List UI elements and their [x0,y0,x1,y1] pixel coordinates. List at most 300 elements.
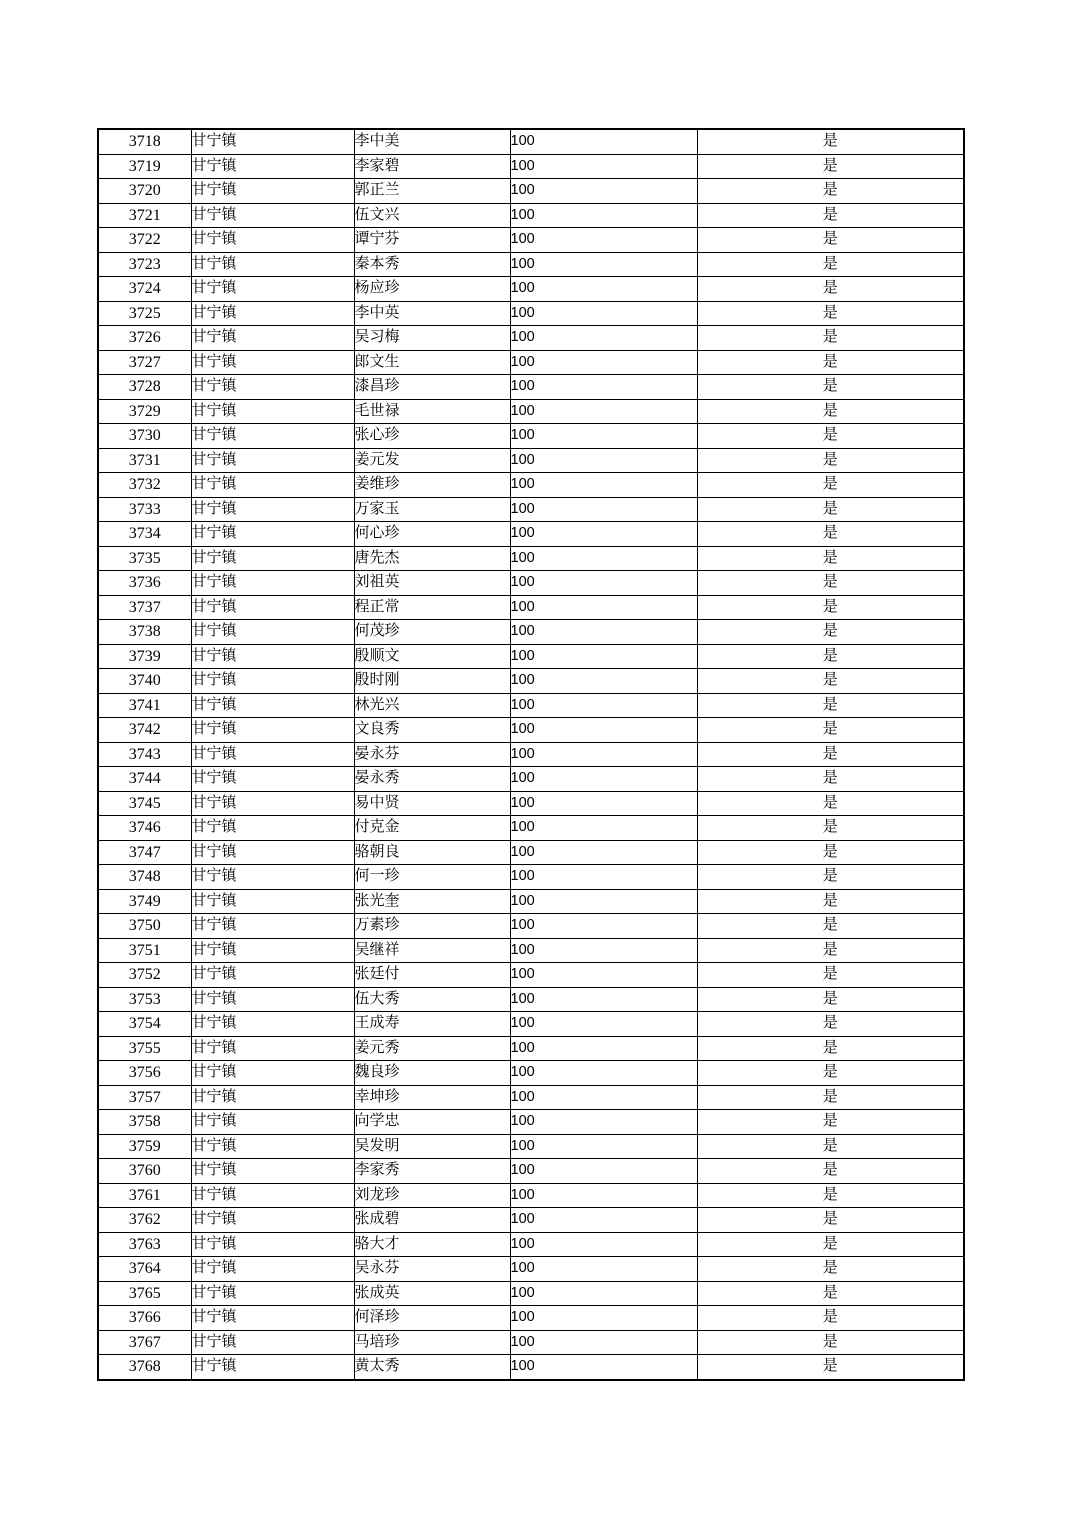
cell-id: 3725 [98,301,191,326]
cell-flag: 是 [697,865,964,890]
cell-name: 文良秀 [354,718,510,743]
cell-flag: 是 [697,1281,964,1306]
cell-score: 100 [510,1281,697,1306]
cell-id: 3720 [98,179,191,204]
cell-flag: 是 [697,742,964,767]
table-row [98,497,964,522]
cell-score: 100 [510,522,697,547]
cell-score: 100 [510,865,697,890]
cell-town: 甘宁镇 [191,546,354,571]
cell-town: 甘宁镇 [191,742,354,767]
cell-flag: 是 [697,718,964,743]
cell-flag: 是 [697,1257,964,1282]
table-row [98,252,964,277]
table-row [98,644,964,669]
cell-town: 甘宁镇 [191,1281,354,1306]
cell-town: 甘宁镇 [191,399,354,424]
cell-town: 甘宁镇 [191,571,354,596]
cell-score: 100 [510,620,697,645]
cell-name: 李家秀 [354,1159,510,1184]
cell-name: 何一珍 [354,865,510,890]
table-row [98,1036,964,1061]
cell-name: 吴永芬 [354,1257,510,1282]
table-row [98,840,964,865]
cell-flag: 是 [697,326,964,351]
cell-score: 100 [510,203,697,228]
cell-town: 甘宁镇 [191,1110,354,1135]
cell-name: 向学忠 [354,1110,510,1135]
cell-town: 甘宁镇 [191,791,354,816]
cell-flag: 是 [697,1306,964,1331]
cell-name: 殷时刚 [354,669,510,694]
cell-score: 100 [510,326,697,351]
cell-town: 甘宁镇 [191,693,354,718]
cell-flag: 是 [697,1183,964,1208]
cell-name: 万家玉 [354,497,510,522]
cell-town: 甘宁镇 [191,424,354,449]
table-row [98,375,964,400]
cell-town: 甘宁镇 [191,816,354,841]
cell-id: 3722 [98,228,191,253]
cell-id: 3748 [98,865,191,890]
cell-id: 3736 [98,571,191,596]
cell-score: 100 [510,595,697,620]
cell-score: 100 [510,718,697,743]
cell-town: 甘宁镇 [191,1061,354,1086]
table-row [98,277,964,302]
cell-id: 3765 [98,1281,191,1306]
cell-town: 甘宁镇 [191,350,354,375]
cell-name: 李中英 [354,301,510,326]
table-row [98,1183,964,1208]
cell-id: 3755 [98,1036,191,1061]
cell-id: 3738 [98,620,191,645]
table-row [98,203,964,228]
cell-name: 何茂珍 [354,620,510,645]
cell-score: 100 [510,448,697,473]
cell-town: 甘宁镇 [191,1134,354,1159]
cell-town: 甘宁镇 [191,620,354,645]
cell-flag: 是 [697,301,964,326]
cell-flag: 是 [697,767,964,792]
table-row [98,228,964,253]
cell-town: 甘宁镇 [191,1306,354,1331]
table-row [98,718,964,743]
cell-id: 3751 [98,938,191,963]
cell-name: 姜维珍 [354,473,510,498]
cell-id: 3767 [98,1330,191,1355]
cell-score: 100 [510,399,697,424]
cell-flag: 是 [697,497,964,522]
table-row [98,987,964,1012]
cell-score: 100 [510,1110,697,1135]
table-row [98,889,964,914]
cell-id: 3750 [98,914,191,939]
cell-id: 3753 [98,987,191,1012]
table-row [98,791,964,816]
cell-flag: 是 [697,816,964,841]
cell-name: 骆大才 [354,1232,510,1257]
cell-town: 甘宁镇 [191,1183,354,1208]
cell-score: 100 [510,1134,697,1159]
cell-name: 谭宁芬 [354,228,510,253]
cell-town: 甘宁镇 [191,987,354,1012]
cell-id: 3739 [98,644,191,669]
table-row [98,1110,964,1135]
cell-town: 甘宁镇 [191,840,354,865]
cell-name: 张廷付 [354,963,510,988]
cell-id: 3719 [98,154,191,179]
table-row [98,571,964,596]
cell-score: 100 [510,1355,697,1380]
cell-id: 3737 [98,595,191,620]
cell-id: 3740 [98,669,191,694]
cell-id: 3757 [98,1085,191,1110]
table-row [98,399,964,424]
cell-town: 甘宁镇 [191,1208,354,1233]
cell-flag: 是 [697,620,964,645]
cell-id: 3749 [98,889,191,914]
cell-id: 3742 [98,718,191,743]
cell-name: 幸坤珍 [354,1085,510,1110]
table-row [98,669,964,694]
table-row [98,1232,964,1257]
table-row [98,742,964,767]
cell-town: 甘宁镇 [191,1355,354,1380]
cell-flag: 是 [697,252,964,277]
cell-score: 100 [510,816,697,841]
cell-name: 吴继祥 [354,938,510,963]
table-row [98,767,964,792]
cell-score: 100 [510,742,697,767]
cell-town: 甘宁镇 [191,277,354,302]
cell-score: 100 [510,889,697,914]
table-row [98,1330,964,1355]
cell-name: 李家碧 [354,154,510,179]
table-row [98,326,964,351]
cell-name: 伍大秀 [354,987,510,1012]
cell-score: 100 [510,424,697,449]
cell-town: 甘宁镇 [191,1232,354,1257]
cell-id: 3727 [98,350,191,375]
cell-flag: 是 [697,277,964,302]
cell-score: 100 [510,791,697,816]
cell-score: 100 [510,301,697,326]
cell-name: 刘龙珍 [354,1183,510,1208]
cell-flag: 是 [697,1355,964,1380]
cell-name: 骆朝良 [354,840,510,865]
cell-flag: 是 [697,571,964,596]
cell-town: 甘宁镇 [191,179,354,204]
cell-name: 晏永秀 [354,767,510,792]
cell-id: 3732 [98,473,191,498]
cell-flag: 是 [697,375,964,400]
table-row [98,865,964,890]
table-row [98,522,964,547]
table-row [98,473,964,498]
cell-name: 付克金 [354,816,510,841]
cell-town: 甘宁镇 [191,644,354,669]
table-row [98,816,964,841]
cell-flag: 是 [697,987,964,1012]
cell-flag: 是 [697,1208,964,1233]
cell-flag: 是 [697,203,964,228]
cell-id: 3744 [98,767,191,792]
cell-name: 姜元秀 [354,1036,510,1061]
table-row [98,448,964,473]
cell-id: 3741 [98,693,191,718]
cell-id: 3766 [98,1306,191,1331]
cell-name: 殷顺文 [354,644,510,669]
cell-score: 100 [510,1061,697,1086]
cell-name: 郎文生 [354,350,510,375]
cell-town: 甘宁镇 [191,938,354,963]
cell-id: 3726 [98,326,191,351]
cell-score: 100 [510,1183,697,1208]
cell-flag: 是 [697,938,964,963]
cell-id: 3746 [98,816,191,841]
cell-score: 100 [510,154,697,179]
cell-flag: 是 [697,1232,964,1257]
cell-id: 3752 [98,963,191,988]
table-row [98,1281,964,1306]
cell-town: 甘宁镇 [191,865,354,890]
cell-town: 甘宁镇 [191,1085,354,1110]
cell-flag: 是 [697,448,964,473]
cell-name: 魏良珍 [354,1061,510,1086]
cell-score: 100 [510,938,697,963]
roster-table [97,128,965,1381]
cell-flag: 是 [697,1134,964,1159]
cell-id: 3730 [98,424,191,449]
cell-town: 甘宁镇 [191,497,354,522]
cell-name: 秦本秀 [354,252,510,277]
table-row [98,179,964,204]
cell-name: 唐先杰 [354,546,510,571]
cell-name: 何泽珍 [354,1306,510,1331]
cell-town: 甘宁镇 [191,203,354,228]
cell-id: 3763 [98,1232,191,1257]
cell-name: 王成寿 [354,1012,510,1037]
cell-id: 3718 [98,129,191,154]
cell-flag: 是 [697,791,964,816]
cell-town: 甘宁镇 [191,154,354,179]
cell-flag: 是 [697,963,964,988]
cell-score: 100 [510,767,697,792]
cell-score: 100 [510,1036,697,1061]
cell-id: 3745 [98,791,191,816]
cell-id: 3724 [98,277,191,302]
table-row [98,424,964,449]
table-row [98,1134,964,1159]
cell-name: 马培珍 [354,1330,510,1355]
cell-name: 刘祖英 [354,571,510,596]
cell-name: 吴发明 [354,1134,510,1159]
cell-name: 伍文兴 [354,203,510,228]
cell-flag: 是 [697,914,964,939]
cell-town: 甘宁镇 [191,595,354,620]
cell-score: 100 [510,644,697,669]
cell-name: 郭正兰 [354,179,510,204]
cell-flag: 是 [697,1085,964,1110]
cell-flag: 是 [697,1110,964,1135]
cell-flag: 是 [697,1061,964,1086]
cell-score: 100 [510,277,697,302]
cell-id: 3747 [98,840,191,865]
table-row [98,1306,964,1331]
cell-score: 100 [510,1330,697,1355]
cell-score: 100 [510,1012,697,1037]
cell-score: 100 [510,840,697,865]
cell-town: 甘宁镇 [191,1012,354,1037]
table-row [98,1208,964,1233]
cell-town: 甘宁镇 [191,326,354,351]
cell-town: 甘宁镇 [191,914,354,939]
cell-flag: 是 [697,154,964,179]
cell-flag: 是 [697,669,964,694]
cell-id: 3758 [98,1110,191,1135]
cell-town: 甘宁镇 [191,473,354,498]
cell-name: 吴习梅 [354,326,510,351]
cell-id: 3759 [98,1134,191,1159]
cell-score: 100 [510,375,697,400]
cell-name: 何心珍 [354,522,510,547]
cell-town: 甘宁镇 [191,301,354,326]
cell-town: 甘宁镇 [191,718,354,743]
cell-score: 100 [510,546,697,571]
cell-flag: 是 [697,1330,964,1355]
cell-score: 100 [510,1085,697,1110]
cell-town: 甘宁镇 [191,1330,354,1355]
cell-score: 100 [510,473,697,498]
cell-name: 万素珍 [354,914,510,939]
table-row [98,301,964,326]
cell-town: 甘宁镇 [191,1159,354,1184]
table-row [98,693,964,718]
cell-flag: 是 [697,228,964,253]
cell-name: 姜元发 [354,448,510,473]
cell-score: 100 [510,129,697,154]
cell-score: 100 [510,1232,697,1257]
table-row [98,620,964,645]
cell-flag: 是 [697,889,964,914]
table-row [98,1061,964,1086]
cell-score: 100 [510,252,697,277]
cell-score: 100 [510,497,697,522]
cell-id: 3762 [98,1208,191,1233]
cell-id: 3723 [98,252,191,277]
cell-town: 甘宁镇 [191,1257,354,1282]
cell-town: 甘宁镇 [191,963,354,988]
cell-score: 100 [510,571,697,596]
table-row [98,1257,964,1282]
table-row [98,1355,964,1380]
cell-flag: 是 [697,350,964,375]
table-row [98,154,964,179]
table-row [98,963,964,988]
cell-score: 100 [510,963,697,988]
cell-id: 3764 [98,1257,191,1282]
cell-score: 100 [510,179,697,204]
cell-id: 3754 [98,1012,191,1037]
cell-name: 张成碧 [354,1208,510,1233]
table-row [98,1085,964,1110]
cell-flag: 是 [697,522,964,547]
cell-id: 3731 [98,448,191,473]
cell-name: 晏永芬 [354,742,510,767]
cell-name: 李中美 [354,129,510,154]
cell-id: 3756 [98,1061,191,1086]
table-row [98,546,964,571]
cell-name: 张成英 [354,1281,510,1306]
cell-flag: 是 [697,1159,964,1184]
cell-id: 3768 [98,1355,191,1380]
cell-flag: 是 [697,424,964,449]
cell-town: 甘宁镇 [191,448,354,473]
cell-id: 3760 [98,1159,191,1184]
cell-id: 3735 [98,546,191,571]
table-row [98,1012,964,1037]
cell-id: 3721 [98,203,191,228]
table-row [98,1159,964,1184]
roster-table-body [98,129,964,1380]
cell-id: 3729 [98,399,191,424]
cell-score: 100 [510,1257,697,1282]
cell-flag: 是 [697,693,964,718]
cell-score: 100 [510,669,697,694]
table-row [98,129,964,154]
cell-town: 甘宁镇 [191,228,354,253]
table-row [98,914,964,939]
cell-name: 漆昌珍 [354,375,510,400]
cell-name: 易中贤 [354,791,510,816]
cell-name: 毛世禄 [354,399,510,424]
cell-id: 3728 [98,375,191,400]
cell-id: 3743 [98,742,191,767]
cell-name: 张心珍 [354,424,510,449]
cell-score: 100 [510,228,697,253]
cell-flag: 是 [697,644,964,669]
cell-score: 100 [510,987,697,1012]
cell-flag: 是 [697,840,964,865]
cell-flag: 是 [697,595,964,620]
cell-flag: 是 [697,1012,964,1037]
cell-flag: 是 [697,179,964,204]
cell-flag: 是 [697,546,964,571]
cell-score: 100 [510,1306,697,1331]
cell-town: 甘宁镇 [191,522,354,547]
cell-town: 甘宁镇 [191,1036,354,1061]
cell-town: 甘宁镇 [191,767,354,792]
cell-score: 100 [510,350,697,375]
cell-name: 程正常 [354,595,510,620]
cell-score: 100 [510,1208,697,1233]
cell-town: 甘宁镇 [191,889,354,914]
cell-score: 100 [510,693,697,718]
cell-name: 杨应珍 [354,277,510,302]
table-row [98,350,964,375]
cell-flag: 是 [697,399,964,424]
cell-flag: 是 [697,1036,964,1061]
cell-id: 3733 [98,497,191,522]
cell-score: 100 [510,914,697,939]
cell-flag: 是 [697,473,964,498]
cell-town: 甘宁镇 [191,129,354,154]
cell-name: 张光奎 [354,889,510,914]
table-row [98,938,964,963]
cell-id: 3734 [98,522,191,547]
cell-name: 林光兴 [354,693,510,718]
